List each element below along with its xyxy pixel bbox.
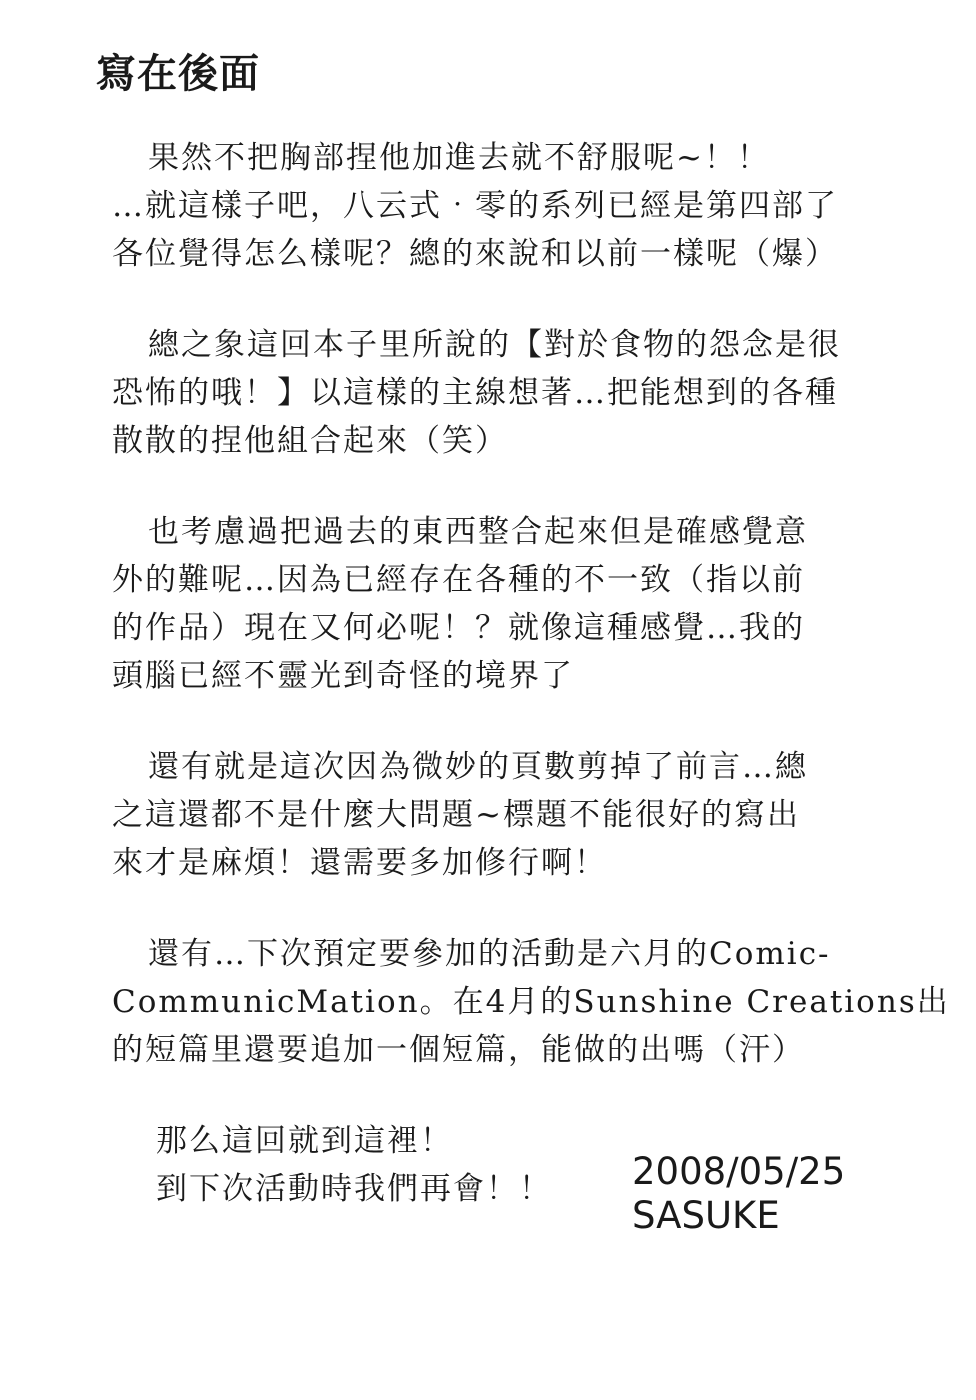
paragraph-line: 頭腦已經不靈光到奇怪的境界了 xyxy=(112,658,574,694)
signature-block xyxy=(632,1150,845,1238)
paragraph-line: 各位覺得怎么樣呢？總的來說和以前一樣呢（爆） xyxy=(112,236,838,272)
paragraph-line: 的作品）現在又何必呢！？就像這種感覺…我的 xyxy=(112,610,805,646)
paragraph-line: 恐怖的哦！】以這樣的主線想著…把能想到的各種 xyxy=(112,375,838,411)
paragraph-line: 果然不把胸部捏他加進去就不舒服呢~！！ xyxy=(148,140,770,176)
afterword-body xyxy=(112,134,950,1213)
paragraph-2 xyxy=(112,321,912,465)
paragraph-line: CommunicMation。在4月的Sunshine Creations出 xyxy=(112,984,950,1020)
paragraph-5 xyxy=(112,930,950,1074)
closing-line: 到下次活動時我們再會！！ xyxy=(156,1171,552,1207)
paragraph-line: 來才是麻煩！還需要多加修行啊！ xyxy=(112,845,607,881)
paragraph-line: …就這樣子吧，八云式‧零的系列已經是第四部了 xyxy=(112,188,838,224)
paragraph-3 xyxy=(112,508,912,700)
page-title: 寫在後面 xyxy=(96,51,260,97)
paragraph-line: 外的難呢…因為已經存在各種的不一致（指以前 xyxy=(112,562,805,598)
paragraph-4 xyxy=(112,743,912,887)
paragraph-line: 之這還都不是什麼大問題~標題不能很好的寫出 xyxy=(112,797,800,833)
paragraph-line: 散散的捏他組合起來（笑） xyxy=(112,423,508,459)
paragraph-line: 的短篇里還要追加一個短篇，能做的出嗎（汗） xyxy=(112,1032,805,1068)
closing-line: 那么這回就到這裡！ xyxy=(156,1123,453,1159)
paragraph-line: 還有…下次預定要參加的活動是六月的Comic- xyxy=(148,936,831,972)
signature-date: 2008/05/25 xyxy=(632,1150,846,1193)
paragraph-line: 還有就是這次因為微妙的頁數剪掉了前言…總 xyxy=(148,749,808,785)
signature-author: SASUKE xyxy=(632,1194,780,1237)
paragraph-1 xyxy=(112,134,912,278)
paragraph-line: 也考慮過把過去的東西整合起來但是確感覺意 xyxy=(148,514,808,550)
paragraph-line: 總之象這回本子里所說的【對於食物的怨念是很 xyxy=(148,327,841,363)
